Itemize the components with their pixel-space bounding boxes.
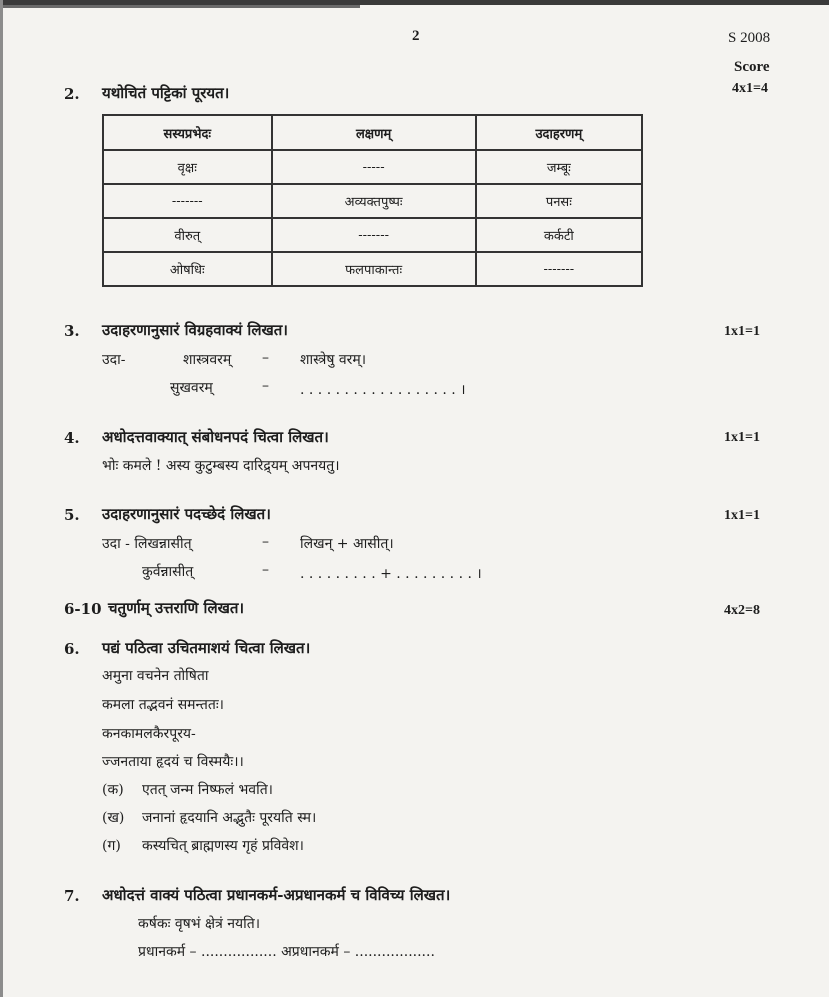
table-cell: कर्कटी bbox=[476, 218, 642, 252]
q2-score: 4x1=4 bbox=[732, 81, 768, 96]
option-text: कस्यचित् ब्राह्मणस्य गृहं प्रविवेश। bbox=[142, 838, 304, 854]
option-label: (ग) bbox=[102, 838, 121, 854]
q5-score: 1x1=1 bbox=[724, 508, 760, 523]
table-header-cell: सस्यप्रभेदः bbox=[103, 115, 272, 150]
table-cell: पनसः bbox=[476, 184, 642, 218]
q3-question-dash: – bbox=[262, 378, 269, 394]
q7-sentence: कर्षकः वृषभं क्षेत्रं नयति। bbox=[138, 916, 261, 932]
table-cell: ----- bbox=[272, 150, 476, 184]
table-cell: ओषधिः bbox=[103, 252, 272, 286]
table-row bbox=[103, 150, 642, 184]
scan-edge-top-inner bbox=[0, 5, 360, 8]
table-header-row bbox=[103, 115, 642, 150]
q5-example-label: उदा - लिखन्नासीत् bbox=[102, 536, 192, 552]
q3-text: उदाहरणानुसारं विग्रहवाक्यं लिखत। bbox=[102, 321, 288, 339]
section-score: 4x2=8 bbox=[724, 603, 760, 618]
table-cell: ------- bbox=[272, 218, 476, 252]
q4-number: 4. bbox=[64, 429, 80, 447]
table-header-cell: उदाहरणम् bbox=[476, 115, 642, 150]
table-row bbox=[103, 218, 642, 252]
paper-code: S 2008 bbox=[728, 30, 771, 46]
scan-edge-left bbox=[0, 0, 3, 997]
q7-answer-line: प्रधानकर्म – ................. अप्रधानकर्म – .................. bbox=[138, 944, 435, 960]
table-cell: ------- bbox=[103, 184, 272, 218]
option-label: (क) bbox=[102, 782, 124, 798]
q3-example-answer: शास्त्रेषु वरम्। bbox=[300, 352, 367, 368]
q4-text: अधोदत्तवाक्यात् संबोधनपदं चित्वा लिखत। bbox=[102, 428, 329, 446]
page-number: 2 bbox=[412, 28, 420, 44]
q5-example-dash: – bbox=[262, 534, 269, 550]
q6-number: 6. bbox=[64, 640, 80, 658]
q5-answer-blank: . . . . . . . . . + . . . . . . . . . । bbox=[300, 566, 482, 582]
score-heading: Score bbox=[734, 59, 770, 75]
q3-number: 3. bbox=[64, 322, 80, 340]
option-text: जनानां हृदयानि अद्भुतैः पूरयति स्म। bbox=[142, 810, 317, 826]
q6-text: पद्यं पठित्वा उचितमाशयं चित्वा लिखत। bbox=[102, 639, 311, 657]
verse-line: कमला तद्भवनं समन्ततः। bbox=[102, 697, 224, 713]
q2-number: 2. bbox=[64, 85, 80, 103]
q4-sentence: भोः कमले ! अस्य कुटुम्बस्य दारिद्र्यम् अपनयतु। bbox=[102, 458, 340, 474]
q4-score: 1x1=1 bbox=[724, 430, 760, 445]
q5-question-dash: – bbox=[262, 562, 269, 578]
q3-question-word: सुखवरम् bbox=[170, 380, 213, 396]
q5-text: उदाहरणानुसारं पदच्छेदं लिखत। bbox=[102, 505, 271, 523]
q2-table bbox=[102, 114, 643, 287]
section-text: चतुर्णाम् उत्तराणि लिखत। bbox=[108, 599, 245, 617]
table-cell: अव्यक्तपुष्पः bbox=[272, 184, 476, 218]
verse-line: कनकामलकैरपूरय- bbox=[102, 726, 196, 742]
q2-text: यथोचितं पट्टिकां पूरयत। bbox=[102, 84, 230, 102]
table-cell: फलपाकान्तः bbox=[272, 252, 476, 286]
q3-example-dash: – bbox=[262, 350, 269, 366]
table-cell: जम्बूः bbox=[476, 150, 642, 184]
table-row bbox=[103, 252, 642, 286]
section-range: 6-10 bbox=[64, 600, 102, 618]
q5-question-word: कुर्वन्नासीत् bbox=[142, 564, 194, 580]
verse-line: अमुना वचनेन तोषिता bbox=[102, 668, 209, 684]
q5-number: 5. bbox=[64, 506, 80, 524]
table-cell: वृक्षः bbox=[103, 150, 272, 184]
q3-example-word: शास्त्रवरम् bbox=[183, 352, 232, 368]
q3-answer-blank: . . . . . . . . . . . . . . . . . . । bbox=[300, 382, 466, 398]
q3-example-label: उदा- bbox=[102, 352, 126, 368]
table-cell: वीरुत् bbox=[103, 218, 272, 252]
option-text: एतत् जन्म निष्फलं भवति। bbox=[142, 782, 273, 798]
q3-score: 1x1=1 bbox=[724, 324, 760, 339]
table-cell: ------- bbox=[476, 252, 642, 286]
q7-text: अधोदत्तं वाक्यं पठित्वा प्रधानकर्म-अप्रधानकर्म च विविच्य लिखत। bbox=[102, 886, 451, 904]
q5-example-answer: लिखन् + आसीत्। bbox=[300, 536, 394, 552]
verse-line: ज्जनताया हृदयं च विस्मयैः।। bbox=[102, 754, 244, 770]
option-label: (ख) bbox=[102, 810, 125, 826]
table-header-cell: लक्षणम् bbox=[272, 115, 476, 150]
table-row bbox=[103, 184, 642, 218]
q7-number: 7. bbox=[64, 887, 80, 905]
